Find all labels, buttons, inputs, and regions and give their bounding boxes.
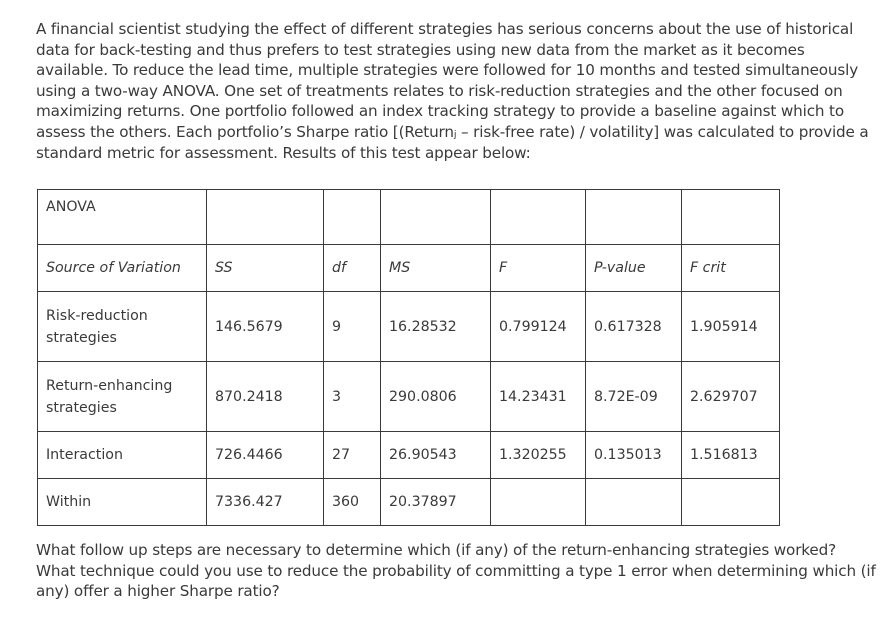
table-row [38, 292, 780, 362]
table-cell: 290.0806 [381, 362, 491, 432]
table-cell: 3 [324, 362, 381, 432]
row-label: Risk-reduction strategies [38, 292, 207, 362]
table-cell: 870.2418 [207, 362, 324, 432]
table-cell: 726.4466 [207, 432, 324, 479]
table-cell: 7336.427 [207, 479, 324, 526]
table-row [38, 362, 780, 432]
row-label: Within [38, 479, 207, 526]
table-cell: 27 [324, 432, 381, 479]
problem-intro: A financial scientist studying the effect of different strategies has serious concerns about the use of historical data for back-testing and thus prefers to test strategies using new data from the market as it becomes available. To reduce the lead time, multiple strategies were followed for 10 months and tested simultaneously using a two-way ANOVA. One set of treatments relates to risk-reduction strategies and the other focused on maximizing returns. One portfolio followed an index tracking strategy to provide a baseline against which to assess the others. Each portfolio’s Sharpe ratio [(Returnⱼ – risk-free rate) / volatility] was calculated to provide a standard metric for assessment. Results of this test appear below: [36, 20, 869, 162]
table-title-row [38, 190, 780, 245]
column-header: SS [207, 245, 324, 292]
table-cell [682, 479, 780, 526]
table-cell: 16.28532 [381, 292, 491, 362]
table-cell: 2.629707 [682, 362, 780, 432]
table-cell: 20.37897 [381, 479, 491, 526]
table-row [38, 479, 780, 526]
table-title: ANOVA [38, 190, 207, 245]
table-row [38, 432, 780, 479]
column-header: F [491, 245, 586, 292]
column-header: F crit [682, 245, 780, 292]
column-header: P-value [586, 245, 682, 292]
table-header-row [38, 245, 780, 292]
anova-table [37, 189, 780, 526]
table-cell: 146.5679 [207, 292, 324, 362]
table-cell: 0.135013 [586, 432, 682, 479]
column-header: MS [381, 245, 491, 292]
table-cell: 0.617328 [586, 292, 682, 362]
table-cell: 1.516813 [682, 432, 780, 479]
table-cell: 9 [324, 292, 381, 362]
table-cell: 0.799124 [491, 292, 586, 362]
table-cell: 8.72E-09 [586, 362, 682, 432]
table-cell: 1.905914 [682, 292, 780, 362]
row-label: Return-enhancing strategies [38, 362, 207, 432]
table-cell [491, 479, 586, 526]
table-cell: 360 [324, 479, 381, 526]
column-header: df [324, 245, 381, 292]
table-cell: 14.23431 [491, 362, 586, 432]
table-cell: 26.90543 [381, 432, 491, 479]
table-cell [586, 479, 682, 526]
table-cell: 1.320255 [491, 432, 586, 479]
column-header: Source of Variation [38, 245, 207, 292]
row-label: Interaction [38, 432, 207, 479]
follow-up-question: What follow up steps are necessary to determine which (if any) of the return-enhancing strategies worked? What technique could you use to reduce the probability of committing a type 1 error when determining which (if any) offer a higher Sharpe ratio? [36, 541, 876, 601]
